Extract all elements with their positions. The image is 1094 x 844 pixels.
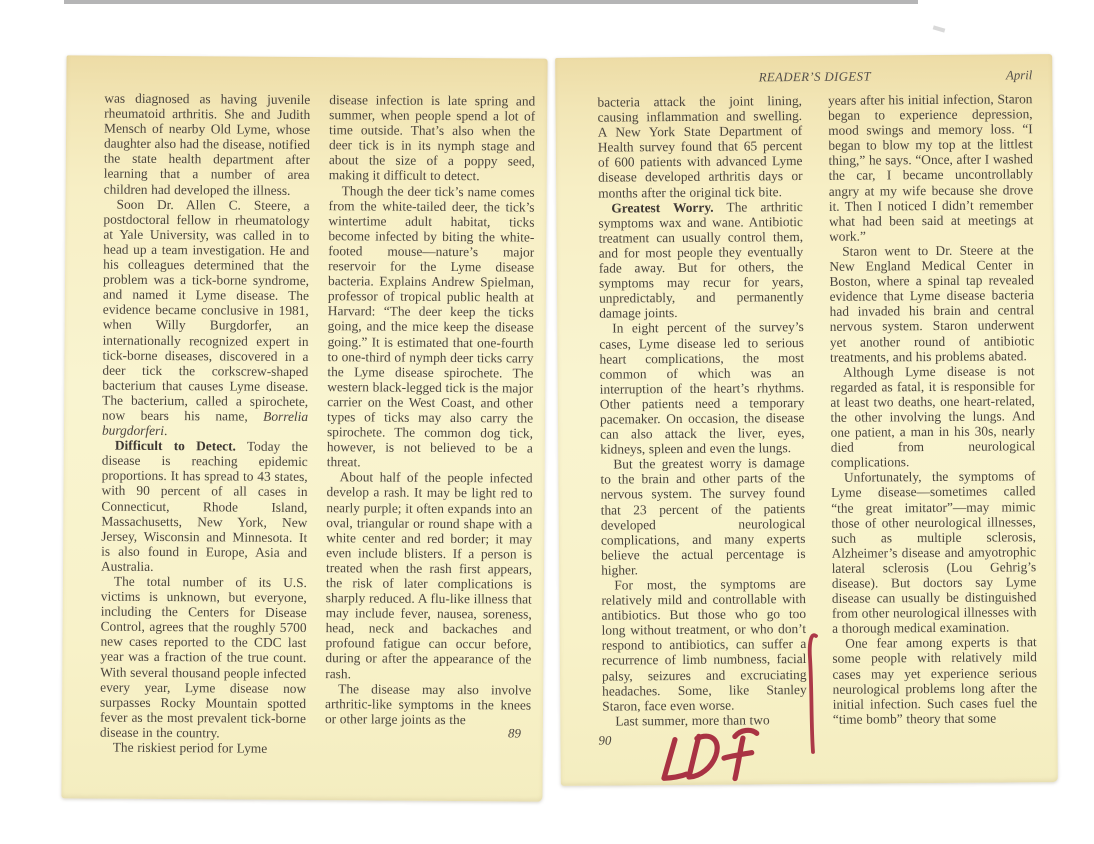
magazine-title: READER’S DIGEST	[758, 69, 871, 85]
paragraph: Soon Dr. Allen C. Steere, a postdoctoral fellow in rheumatology at Yale University, was called in to head up a team investigation. He and his colleagues determined that the problem was a tick-borne syndrome, and named it Lyme disease. The evidence became conclusive in 1981, when Willy Burgdorfer, an internationally recognized expert in tick-borne diseases, discovered in a deer tick the corkscrew-shaped bacterium that causes Lyme disease. The bacterium, called a spirochete, now bears his name, Borrelia burgdorferi.	[101, 196, 310, 439]
paragraph: One fear among experts is that some people with relatively mild cases may yet experience serious neurological problems long after the initial infection. Such cases fuel the “time bomb” theory that some	[832, 634, 1038, 727]
page-number-left: 89	[508, 726, 521, 741]
paragraph: disease infection is late spring and summer, when people spend a lot of time outside. That’s also when the deer tick is in its nymph stage and about the size of a poppy seed, making it difficult to detect.	[328, 92, 536, 184]
paragraph: Last summer, more than two	[615, 712, 770, 729]
right-page-column-1	[597, 93, 806, 729]
paragraph: Greatest Worry. The arthritic symptoms wax and wane. Antibiotic treatment can usually control them, and for most people they eventually fade away. But for others, the symptoms may recur for years, unpredictably, and permanently damage joints.	[598, 198, 804, 321]
left-page-column-2	[325, 92, 536, 758]
paragraph: But the greatest worry is damage to the brain and other parts of the nervous system. The survey found that 23 percent of the patients developed neurological complications, and many experts believe the actual percentage is higher.	[600, 455, 806, 578]
paragraph: Difficult to Detect. Today the disease is reaching epidemic proportions. It has spread to 43 states, with 90 percent of all cases in Connecticut, Rhode Island, Massachusetts, New York, New Jersey, Wisconsin and Minnesota. It is also found in Europe, Asia and Australia.	[100, 437, 308, 574]
scanner-artifact-strip	[64, 0, 918, 4]
paragraph: was diagnosed as having juvenile rheumatoid arthritis. She and Judith Mensch of nearby Old Lyme, whose daughter also had the disease, notified the state health department after learning that a number of area children had developed the illness.	[103, 90, 311, 198]
scanner-artifact-dash	[933, 25, 946, 32]
page-number-right: 90	[598, 733, 612, 748]
paragraph: In eight percent of the survey’s cases, Lyme disease led to serious heart complications, the most common of which was an interruption of the heart’s rhythms. Other patients need a temporary pacemaker. On occasion, the disease can also attack the liver, eyes, kidneys, spleen and even the lungs.	[599, 319, 805, 457]
margin-mark-red-line-icon	[803, 630, 823, 758]
handwritten-initials-ldf	[646, 725, 767, 793]
paragraph: bacteria attack the joint lining, causing inflammation and swelling. A New York State Department of Health survey found that 65 percent of 600 patients with advanced Lyme disease developed arthritis days or months after the original tick bite.	[597, 93, 803, 201]
paragraph: Although Lyme disease is not regarded as fatal, it is responsible for at least two deaths, one heart-related, the other involving the lungs. And one patient, a man in his 30s, nearly died from neurological complications.	[830, 362, 1036, 471]
paragraph: years after his initial infection, Staron began to experience depression, mood swings and memory loss. “I began to blow my top at the littlest thing,” he says. “Once, after I washed the car, I became uncontrollably angry at my wife because she drove it. Then I noticed I didn’t remember what had been said at meetings at work.”	[827, 91, 1034, 244]
paragraph: About half of the people infected develop a rash. It may be light red to nearly purple; it often expands into an oval, triangular or round shape with a white center and red border; it may even include blisters. If a person is treated when the rash first appears, the risk of later complications is sharply reduced. A flu-like illness that may include fever, nausea, soreness, head, neck and backaches and profound fatigue can occur before, during or after the appearance of the rash.	[325, 469, 533, 681]
paragraph: Though the deer tick’s name comes from the white-tailed deer, the tick’s wintertime adult habitat, ticks become infected by biting the white-footed mouse—nature’s major reservoir for the Lyme disease bacteria. Explains Andrew Spielman, professor of tropical public health at Harvard: “The deer keep the ticks going, and the mice keep the disease going.” It is estimated that one-fourth to one-third of nymph deer ticks carry the Lyme disease spirochete. The western black-legged tick is the major carrier on the West Coast, and other types of ticks may also carry the spirochete. The common dog tick, however, is not believed to be a threat.	[326, 182, 535, 470]
left-page-column-1	[100, 91, 311, 757]
paragraph: The total number of its U.S. victims is unknown, but everyone, including the Centers for Disease Control, agrees that the roughly 5700 new cases reported to the CDC last year was a fraction of the true count. With several thousand people infected every year, Lyme disease now surpasses Rocky Mountain spotted fever as the most prevalent tick-borne disease in the country.	[99, 573, 307, 741]
paragraph: The disease may also involve arthritic-like symptoms in the knees or other large joints as the	[324, 680, 532, 727]
right-page-column-2	[828, 91, 1037, 727]
paragraph: The riskiest period for Lyme	[112, 739, 268, 756]
page-header	[597, 68, 1032, 94]
paragraph: Staron went to Dr. Steere at the New England Medical Center in Boston, where a spinal tap revealed evidence that Lyme disease bacteria had invaded his brain and central nervous system. Staron underwent yet another round of antibiotic treatments, and his problems abated.	[829, 242, 1035, 365]
left-page-columns	[100, 91, 536, 758]
paragraph: For most, the symptoms are relatively mild and controllable with antibiotics. But those who go too long without treatment, or who don’t respond to antibiotics, can suffer a recurrence of limb numbness, facial palsy, seizures and excruciating headaches. Some, like Stanley Staron, face even worse.	[601, 576, 807, 714]
left-page	[61, 55, 547, 801]
paragraph: Unfortunately, the symptoms of Lyme disease—sometimes called “the great imitator”—may mimic those of other neurological illnesses, such as multiple sclerosis, Alzheimer’s disease and amyotrophic lateral sclerosis (Lou Gehrig’s disease). But doctors say Lyme disease can usually be distinguished from other neurological illnesses with a thorough medical examination.	[831, 468, 1037, 637]
issue-month-label: April	[1005, 68, 1033, 83]
